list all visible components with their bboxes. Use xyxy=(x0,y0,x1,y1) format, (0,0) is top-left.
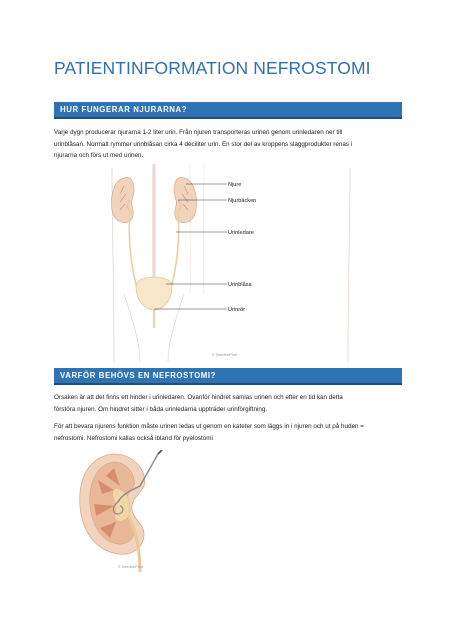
section-heading-bar xyxy=(54,368,402,385)
paragraph-line: förstöra njuren. Om hindret sitter i båda urinledarna uppträder urinförgiftning. xyxy=(54,405,268,413)
right-ureter xyxy=(170,210,179,292)
section-paragraph xyxy=(54,421,404,444)
nephrostomy-diagram xyxy=(74,450,194,572)
page-title: PATIENTINFORMATION NEFROSTOMI xyxy=(54,58,371,78)
paragraph-line: urinblåsan. Normalt rymmer urinblåsan cirka 4 deciliter urin. En stor del av kroppens slaggprodukter renas i xyxy=(54,140,353,148)
paragraph-line: njurarna och förs ut med urinen. xyxy=(54,152,144,159)
section-paragraph xyxy=(54,392,404,415)
bladder xyxy=(136,277,172,310)
section-heading: HUR FUNGERAR NJURARNA? xyxy=(60,105,188,114)
label-njurbacken: Njurbäcken xyxy=(228,198,257,204)
paragraph-line: Orsaken är att det finns ett hinder i urinledaren. Ovanför hindret samlas urinen och efter en tid kan detta xyxy=(54,394,343,401)
paragraph-line: Varje dygn producerar njurarna 1-2 liter urin. Från njuren transporteras urinen genom urinledaren ner till xyxy=(54,129,343,136)
label-njure: Njure xyxy=(228,182,242,188)
section-heading-bar xyxy=(54,102,402,119)
paragraph-line: För att bevara njurens funktion måste urinen ledas ut genom en kateter som läggs in i njuren och ut på huden = xyxy=(54,423,364,430)
label-urinblasa: Urinblåsa xyxy=(228,282,252,288)
label-urinror: Urinrör xyxy=(228,307,246,313)
image-credit: © Swedes/Pixel xyxy=(118,565,144,569)
urinary-system-diagram xyxy=(54,164,404,362)
left-kidney xyxy=(112,178,135,223)
section-paragraph xyxy=(54,127,404,162)
image-credit: © Swedes/Pixel xyxy=(212,353,238,357)
section-heading: VARFÖR BEHÖVS EN NEFROSTOMI? xyxy=(60,371,216,380)
paragraph-line: nefrostomi. Nefrostomi kallas också ibland för pyelostomi xyxy=(54,434,213,442)
left-ureter xyxy=(129,210,138,292)
spine-outline xyxy=(203,164,204,294)
label-urinledare: Urinledare xyxy=(228,230,254,236)
